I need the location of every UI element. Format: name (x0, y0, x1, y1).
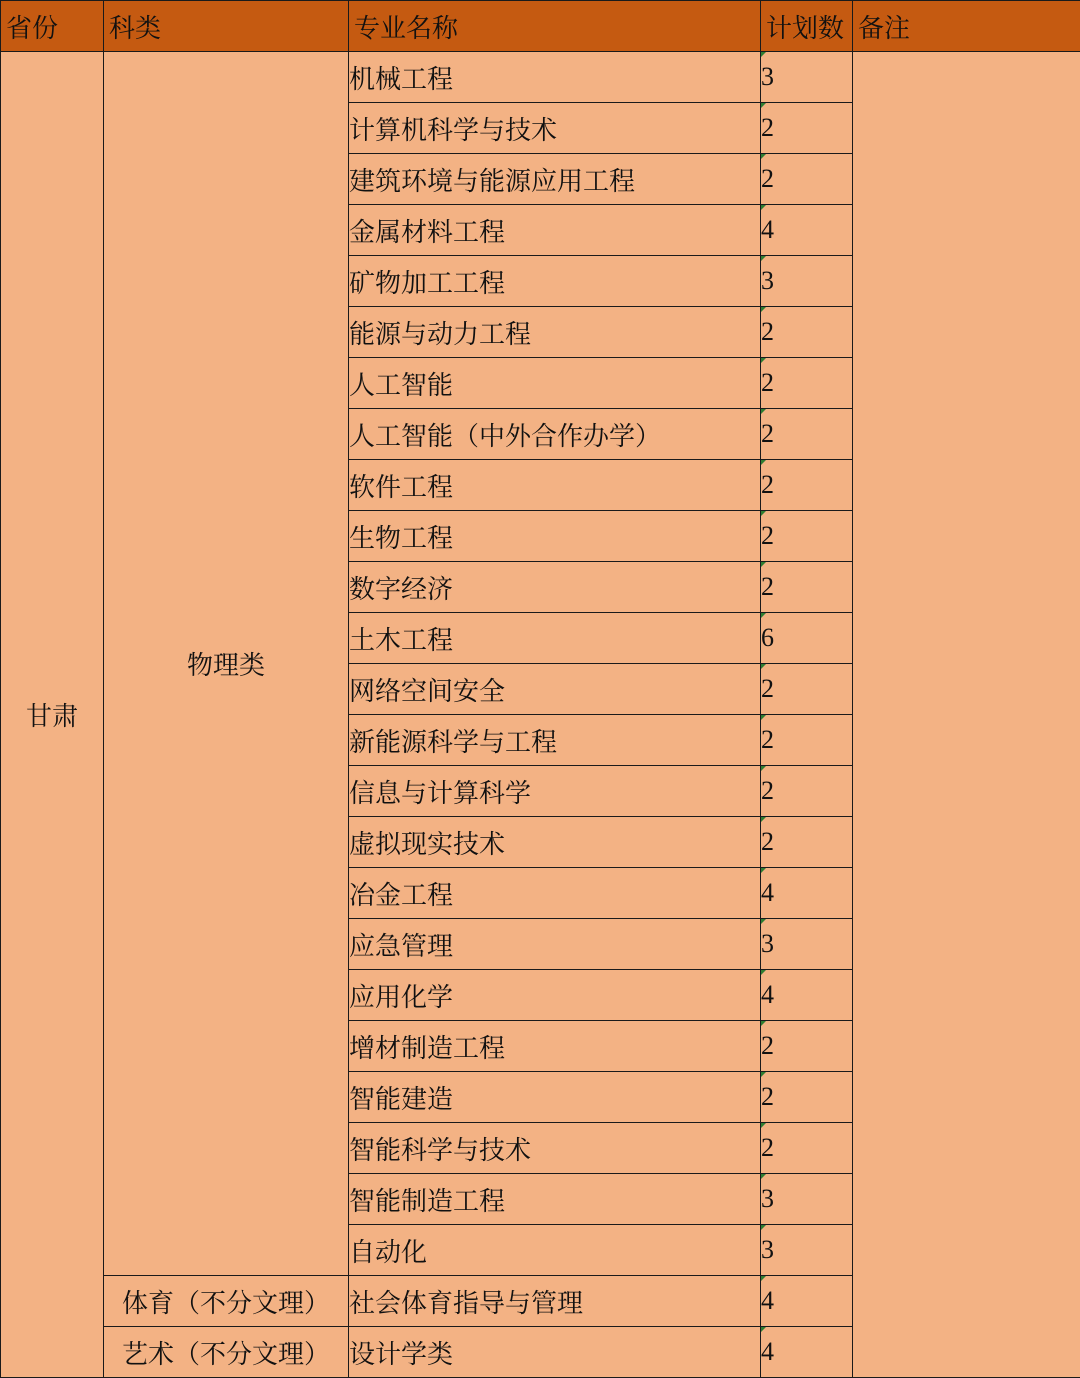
plan-count-cell: 4 (761, 1327, 853, 1378)
plan-count-cell: 3 (761, 1225, 853, 1276)
major-name-cell: 社会体育指导与管理 (349, 1276, 761, 1327)
major-name-cell: 智能制造工程 (349, 1174, 761, 1225)
major-name-cell: 金属材料工程 (349, 205, 761, 256)
major-name-cell: 设计学类 (349, 1327, 761, 1378)
plan-count-cell: 2 (761, 154, 853, 205)
major-name-cell: 自动化 (349, 1225, 761, 1276)
major-name-cell: 信息与计算科学 (349, 766, 761, 817)
major-name-cell: 智能科学与技术 (349, 1123, 761, 1174)
major-name-cell: 虚拟现实技术 (349, 817, 761, 868)
header-category: 科类 (104, 1, 349, 52)
plan-count-cell: 4 (761, 970, 853, 1021)
plan-count-cell: 2 (761, 766, 853, 817)
plan-count-cell: 2 (761, 409, 853, 460)
table-body (1, 52, 1080, 1378)
plan-count-cell: 2 (761, 511, 853, 562)
major-name-cell: 应急管理 (349, 919, 761, 970)
plan-count-cell: 2 (761, 1123, 853, 1174)
plan-count-cell: 2 (761, 307, 853, 358)
note-cell (853, 52, 1080, 1378)
plan-count-cell: 2 (761, 1072, 853, 1123)
major-name-cell: 矿物加工工程 (349, 256, 761, 307)
plan-count-cell: 3 (761, 52, 853, 103)
major-name-cell: 软件工程 (349, 460, 761, 511)
major-name-cell: 生物工程 (349, 511, 761, 562)
major-name-cell: 机械工程 (349, 52, 761, 103)
plan-count-cell: 3 (761, 256, 853, 307)
major-name-cell: 数字经济 (349, 562, 761, 613)
major-name-cell: 建筑环境与能源应用工程 (349, 154, 761, 205)
plan-count-cell: 4 (761, 205, 853, 256)
major-name-cell: 计算机科学与技术 (349, 103, 761, 154)
category-cell: 体育（不分文理） (104, 1276, 349, 1327)
header-row (1, 1, 1080, 52)
major-name-cell: 智能建造 (349, 1072, 761, 1123)
category-cell: 物理类 (104, 52, 349, 1276)
major-name-cell: 增材制造工程 (349, 1021, 761, 1072)
province-cell: 甘肃 (1, 52, 104, 1378)
header-province: 省份 (1, 1, 104, 52)
major-name-cell: 人工智能 (349, 358, 761, 409)
major-name-cell: 能源与动力工程 (349, 307, 761, 358)
major-name-cell: 网络空间安全 (349, 664, 761, 715)
plan-count-cell: 2 (761, 817, 853, 868)
header-major: 专业名称 (349, 1, 761, 52)
header-note: 备注 (853, 1, 1080, 52)
header-plan-count: 计划数 (761, 1, 853, 52)
table-row (1, 52, 1080, 103)
plan-count-cell: 2 (761, 460, 853, 511)
plan-count-cell: 2 (761, 664, 853, 715)
table-header (1, 1, 1080, 52)
plan-count-cell: 4 (761, 868, 853, 919)
plan-count-cell: 6 (761, 613, 853, 664)
plan-count-cell: 4 (761, 1276, 853, 1327)
plan-count-cell: 2 (761, 103, 853, 154)
major-name-cell: 应用化学 (349, 970, 761, 1021)
plan-count-cell: 2 (761, 562, 853, 613)
plan-count-cell: 2 (761, 715, 853, 766)
major-name-cell: 新能源科学与工程 (349, 715, 761, 766)
category-cell: 艺术（不分文理） (104, 1327, 349, 1378)
plan-count-cell: 2 (761, 358, 853, 409)
major-name-cell: 冶金工程 (349, 868, 761, 919)
major-name-cell: 人工智能（中外合作办学） (349, 409, 761, 460)
plan-count-cell: 2 (761, 1021, 853, 1072)
plan-count-cell: 3 (761, 919, 853, 970)
plan-count-cell: 3 (761, 1174, 853, 1225)
major-name-cell: 土木工程 (349, 613, 761, 664)
